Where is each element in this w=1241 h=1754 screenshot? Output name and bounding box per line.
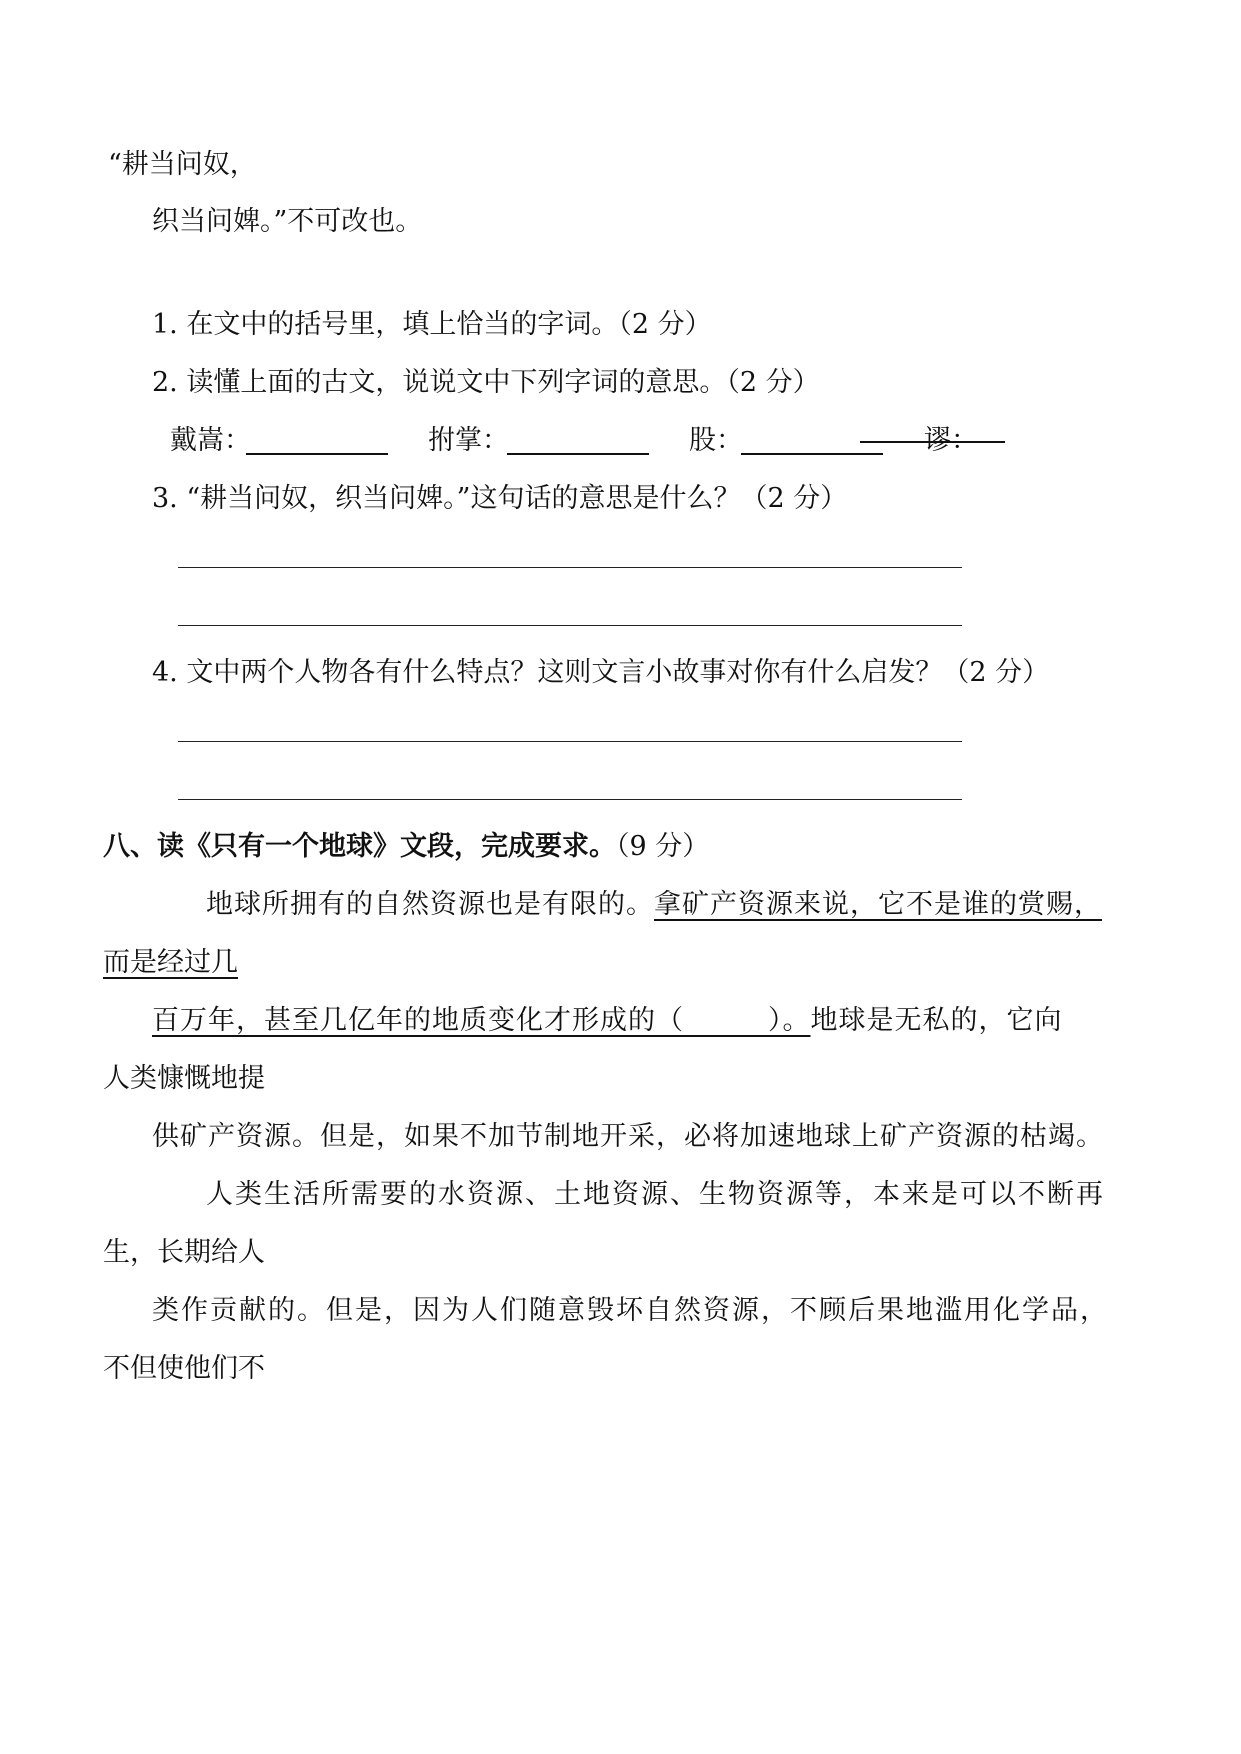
classical-line-1: “耕当问奴， xyxy=(108,149,257,180)
q2-overlap-line xyxy=(860,441,1005,443)
q2-term-label: 股： xyxy=(689,425,743,456)
q2-answer-blank[interactable] xyxy=(507,453,649,455)
classical-line-2: 织当问婢。”不可改也。 xyxy=(152,206,423,237)
passage-line: 人类慷慨地提 xyxy=(103,1063,265,1094)
q4-answer-line[interactable] xyxy=(178,741,962,742)
q2-answer-blank[interactable] xyxy=(741,453,883,455)
passage-line xyxy=(152,1004,1063,1038)
section-8-score: （9 分） xyxy=(616,831,710,862)
underlined-passage-text: 拿矿产资源来说，它不是谁的赏赐， xyxy=(654,889,1102,920)
passage-line: 不但使他们不 xyxy=(103,1353,265,1384)
passage-text: 地球所拥有的自然资源也是有限的。 xyxy=(206,889,654,920)
passage-line: 人类生活所需要的水资源、土地资源、生物资源等，本来是可以不断再 xyxy=(206,1179,1105,1210)
question-2: 2. 读懂上面的古文，说说文中下列字词的意思。（2 分） xyxy=(152,367,820,398)
q2-answer-blank[interactable] xyxy=(246,453,388,455)
q2-term-label: 谬： xyxy=(924,425,978,456)
q2-term-label: 拊掌： xyxy=(428,425,509,456)
passage-line: 供矿产资源。但是，如果不加节制地开采，必将加速地球上矿产资源的枯竭。 xyxy=(152,1121,1104,1152)
passage-line xyxy=(206,888,1102,922)
passage-line: 生，长期给人 xyxy=(103,1237,265,1268)
q3-answer-line[interactable] xyxy=(178,625,962,626)
underlined-passage-text: 百万年，甚至几亿年的地质变化才形成的（ ）。 xyxy=(152,1005,811,1036)
passage-line: 类作贡献的。但是，因为人们随意毁坏自然资源，不顾后果地滥用化学品， xyxy=(152,1295,1109,1326)
question-1: 1. 在文中的括号里，填上恰当的字词。（2 分） xyxy=(152,309,712,340)
underlined-passage-text: 而是经过几 xyxy=(103,947,238,978)
q3-answer-line[interactable] xyxy=(178,567,962,568)
section-8-title: 八、读《只有一个地球》文段，完成要求。 xyxy=(103,831,616,862)
question-3: 3. “耕当问奴，织当问婢。”这句话的意思是什么？（2 分） xyxy=(152,483,848,514)
section-8-heading xyxy=(103,830,709,864)
passage-text: 地球是无私的，它向 xyxy=(810,1005,1063,1036)
question-4: 4. 文中两个人物各有什么特点？这则文言小故事对你有什么启发？（2 分） xyxy=(152,657,1050,688)
q4-answer-line[interactable] xyxy=(178,799,962,800)
q2-term-label: 戴嵩： xyxy=(170,425,251,456)
